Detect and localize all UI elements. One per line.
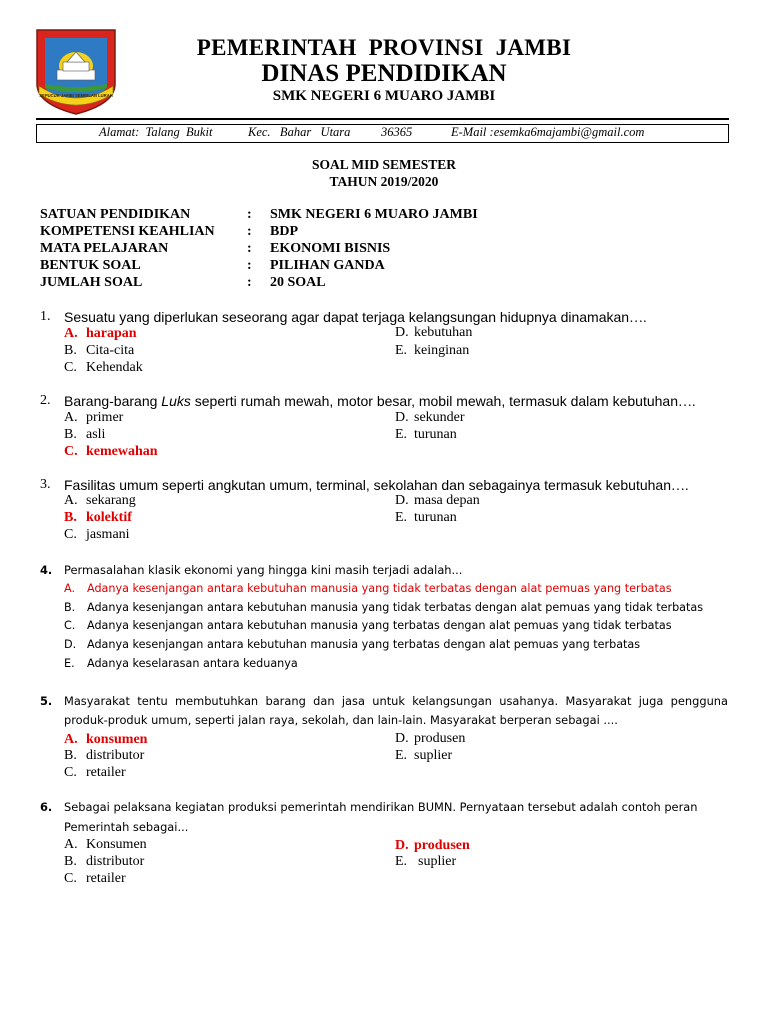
option-letter: D. <box>395 325 409 340</box>
option-letter: B. <box>64 510 77 525</box>
option-letter: A. <box>64 582 76 595</box>
option-text-correct: konsumen <box>86 732 148 747</box>
logo-motto: SEPUCUK JAMBI SEMBILAN LURAH <box>39 93 113 98</box>
info-label: MATA PELAJARAN <box>40 241 169 256</box>
question-text <box>64 393 696 411</box>
option-letter: A. <box>64 493 78 508</box>
option-letter: A. <box>64 326 78 341</box>
option-text-correct: produsen <box>414 838 470 853</box>
header-province: PEMERINTAH PROVINSI JAMBI <box>196 35 572 60</box>
option-letter: A. <box>64 410 78 425</box>
question-text <box>64 477 689 495</box>
header-divider <box>36 118 729 120</box>
exam-year: TAHUN 2019/2020 <box>329 174 439 189</box>
question-number: 4. <box>40 563 53 577</box>
option-text: primer <box>86 410 124 425</box>
option-text: jasmani <box>86 527 130 542</box>
info-sep: : <box>247 224 252 239</box>
address-email: E-Mail :esemka6majambi@gmail.com <box>451 125 645 139</box>
option-letter: A. <box>64 837 78 852</box>
question-text-italic: Luks <box>161 393 191 409</box>
option-letter: E. <box>64 657 75 670</box>
question-dots: …. <box>671 479 689 494</box>
info-value: EKONOMI BISNIS <box>270 241 391 256</box>
question-text <box>64 309 647 327</box>
header-school: SMK NEGERI 6 MUARO JAMBI <box>272 88 496 104</box>
question-text: Permasalahan klasik ekonomi yang hingga kini masih terjadi adalah... <box>64 563 463 577</box>
question-text-body: Sesuatu yang diperlukan seseorang agar dapat terjaga kelangsungan hidupnya dinamakan <box>64 309 630 325</box>
option-letter: E. <box>395 510 408 525</box>
question-text-line2: produk-produk umum, seperti jalan raya, sekolah, dan lain-lain. Masyarakat berperan sebagai .... <box>64 713 618 727</box>
option-letter: B. <box>64 427 77 442</box>
option-text: sekunder <box>414 410 465 425</box>
option-text: Adanya kesenjangan antara kebutuhan manusia yang terbatas dengan alat pemuas yang tidak terbatas <box>87 619 672 632</box>
address-bar <box>36 124 729 143</box>
question-number: 6. <box>40 800 53 814</box>
option-text-correct: kolektif <box>86 510 132 525</box>
option-letter: B. <box>64 343 77 358</box>
question-text-line2: Pemerintah sebagai... <box>64 820 189 834</box>
option-text-correct: Adanya kesenjangan antara kebutuhan manusia yang tidak terbatas dengan alat pemuas yang terbatas <box>87 582 672 595</box>
info-sep: : <box>247 207 252 222</box>
option-text: distributor <box>86 748 145 763</box>
address-postal: 36365 <box>381 125 413 139</box>
option-text: Konsumen <box>86 837 147 852</box>
question-number: 1. <box>40 309 51 324</box>
option-text: turunan <box>414 510 457 525</box>
option-letter: C. <box>64 527 77 542</box>
info-sep: : <box>247 258 252 273</box>
info-label: KOMPETENSI KEAHLIAN <box>40 224 215 239</box>
info-value: BDP <box>270 224 298 239</box>
option-letter: D. <box>64 638 77 651</box>
option-letter: B. <box>64 854 77 869</box>
option-text: masa depan <box>414 493 480 508</box>
question-number: 5. <box>40 694 53 708</box>
info-value: SMK NEGERI 6 MUARO JAMBI <box>270 207 478 222</box>
option-text: Cita-cita <box>86 343 135 358</box>
option-text: asli <box>86 427 106 442</box>
question-text-body: Fasilitas umum seperti angkutan umum, terminal, sekolahan dan sebagainya termasuk kebutuhan <box>64 477 671 493</box>
info-label: BENTUK SOAL <box>40 258 141 273</box>
option-text: Adanya kesenjangan antara kebutuhan manusia yang tidak terbatas dengan alat pemuas yang tidak terbatas <box>87 601 704 614</box>
option-letter: E. <box>395 854 408 869</box>
option-letter: D. <box>395 731 409 746</box>
info-value: PILIHAN GANDA <box>270 258 385 273</box>
option-letter: E. <box>395 748 408 763</box>
info-value: 20 SOAL <box>270 275 326 290</box>
option-text: produsen <box>414 731 466 746</box>
option-letter: C. <box>64 619 76 632</box>
option-letter: C. <box>64 444 78 459</box>
question-text-body: seperti rumah mewah, motor besar, mobil mewah, termasuk dalam kebutuhan <box>190 393 678 409</box>
info-label: SATUAN PENDIDIKAN <box>40 207 191 222</box>
question-text-line1: Masyarakat tentu membutuhkan barang dan jasa untuk kelangsungan usahanya. Masyarakat juga pengguna <box>64 694 728 708</box>
option-letter: C. <box>64 765 77 780</box>
option-letter: C. <box>64 871 77 886</box>
option-letter: D. <box>395 838 409 853</box>
option-letter: B. <box>64 748 77 763</box>
question-dots: …. <box>629 311 647 326</box>
option-text: turunan <box>414 427 457 442</box>
option-letter: E. <box>395 427 408 442</box>
option-text: retailer <box>86 765 126 780</box>
option-text: keinginan <box>414 343 470 358</box>
option-text: distributor <box>86 854 145 869</box>
question-number: 2. <box>40 393 51 408</box>
option-text: suplier <box>418 854 457 869</box>
option-text-correct: kemewahan <box>86 444 158 459</box>
option-text: Adanya kesenjangan antara kebutuhan manusia yang terbatas dengan alat pemuas yang terbatas <box>87 638 641 651</box>
option-text: retailer <box>86 871 126 886</box>
option-text: Adanya keselarasan antara keduanya <box>87 657 298 670</box>
option-letter: B. <box>64 601 76 614</box>
option-text-correct: harapan <box>86 326 137 341</box>
address-alamat: Alamat: Talang Bukit <box>99 125 213 139</box>
option-text: sekarang <box>86 493 136 508</box>
info-sep: : <box>247 241 252 256</box>
question-number: 3. <box>40 477 51 492</box>
exam-title: SOAL MID SEMESTER <box>311 157 457 172</box>
option-text: kebutuhan <box>414 325 473 340</box>
header-department: DINAS PENDIDIKAN <box>261 60 507 87</box>
option-letter: A. <box>64 732 78 747</box>
info-label: JUMLAH SOAL <box>40 275 143 290</box>
option-text: suplier <box>414 748 453 763</box>
option-letter: D. <box>395 410 409 425</box>
option-text: Kehendak <box>86 360 143 375</box>
question-dots: …. <box>678 395 696 410</box>
question-text-line1: Sebagai pelaksana kegiatan produksi pemerintah mendirikan BUMN. Pernyataan tersebut adalah contoh peran <box>64 800 698 814</box>
option-letter: D. <box>395 493 409 508</box>
option-letter: E. <box>395 343 408 358</box>
option-letter: C. <box>64 360 77 375</box>
address-kecamatan: Kec. Bahar Utara <box>248 125 351 139</box>
info-sep: : <box>247 275 252 290</box>
question-text-body: Barang-barang <box>64 393 162 409</box>
